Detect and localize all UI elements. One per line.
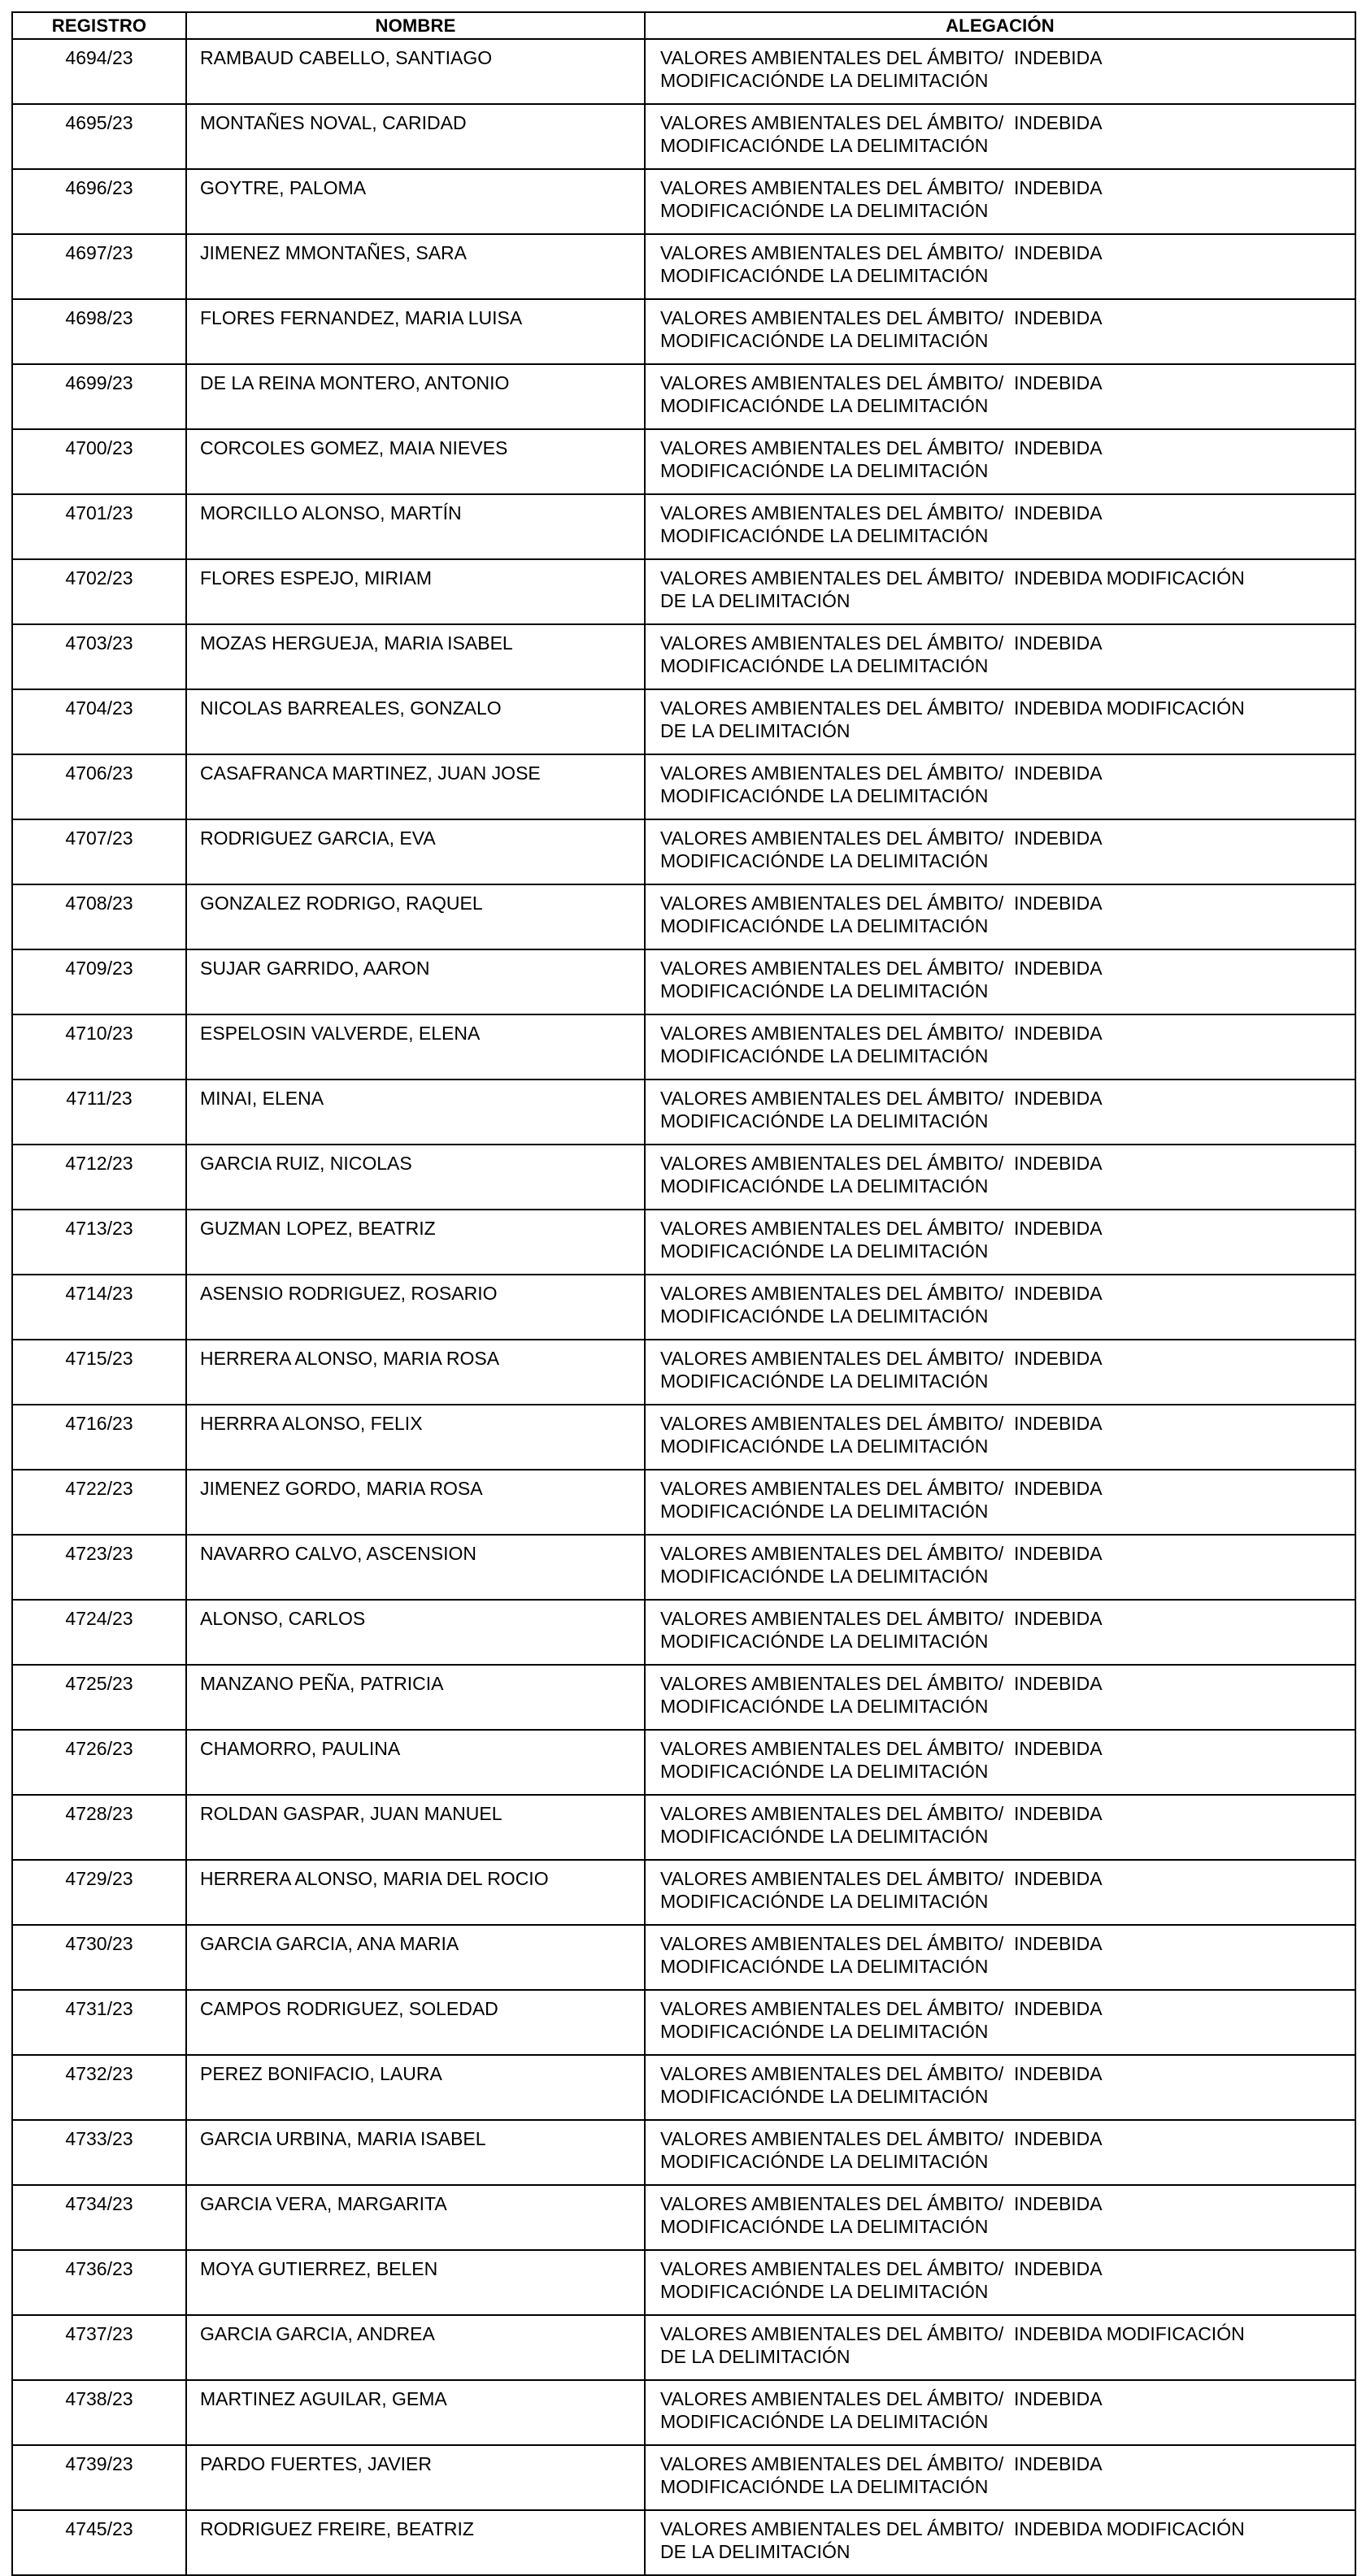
- nombre-cell: MONTAÑES NOVAL, CARIDAD: [186, 104, 645, 169]
- alegacion-cell: [645, 754, 1355, 819]
- nombre-cell: RODRIGUEZ FREIRE, BEATRIZ: [186, 2510, 645, 2575]
- registro-cell: 4697/23: [12, 234, 186, 299]
- registro-cell: 4728/23: [12, 1795, 186, 1860]
- alegacion-line-1: VALORES AMBIENTALES DEL ÁMBITO/ INDEBIDA: [660, 2193, 1103, 2214]
- alegacion-line-2: MODIFICACIÓNDE LA DELIMITACIÓN: [660, 70, 989, 91]
- alegacion-line-2: DE LA DELIMITACIÓN: [660, 2346, 850, 2367]
- alegacion-cell: [645, 429, 1355, 494]
- table-row: [12, 1079, 1355, 1145]
- column-header-nombre: NOMBRE: [186, 12, 645, 39]
- alegacion-line-1: VALORES AMBIENTALES DEL ÁMBITO/ INDEBIDA: [660, 1478, 1103, 1499]
- nombre-cell: JIMENEZ GORDO, MARIA ROSA: [186, 1470, 645, 1535]
- alegacion-line-1: VALORES AMBIENTALES DEL ÁMBITO/ INDEBIDA MODIFICACIÓN: [660, 697, 1245, 719]
- registro-cell: 4704/23: [12, 689, 186, 754]
- alegacion-line-2: MODIFICACIÓNDE LA DELIMITACIÓN: [660, 1110, 989, 1132]
- alegacion-line-1: VALORES AMBIENTALES DEL ÁMBITO/ INDEBIDA: [660, 242, 1103, 263]
- registro-cell: 4712/23: [12, 1145, 186, 1210]
- alegacion-line-1: VALORES AMBIENTALES DEL ÁMBITO/ INDEBIDA: [660, 1348, 1103, 1369]
- registro-cell: 4739/23: [12, 2445, 186, 2510]
- table-row: [12, 429, 1355, 494]
- alegacion-line-2: MODIFICACIÓNDE LA DELIMITACIÓN: [660, 980, 989, 1001]
- nombre-cell: MANZANO PEÑA, PATRICIA: [186, 1665, 645, 1730]
- nombre-cell: FLORES ESPEJO, MIRIAM: [186, 559, 645, 624]
- registro-cell: 4723/23: [12, 1535, 186, 1600]
- alegacion-line-1: VALORES AMBIENTALES DEL ÁMBITO/ INDEBIDA: [660, 762, 1103, 784]
- table-row: [12, 2445, 1355, 2510]
- alegacion-line-1: VALORES AMBIENTALES DEL ÁMBITO/ INDEBIDA: [660, 1153, 1103, 1174]
- table-row: [12, 559, 1355, 624]
- registro-cell: 4715/23: [12, 1340, 186, 1405]
- table-row: [12, 104, 1355, 169]
- alegacion-line-2: MODIFICACIÓNDE LA DELIMITACIÓN: [660, 1240, 989, 1262]
- nombre-cell: MINAI, ELENA: [186, 1079, 645, 1145]
- alegacion-line-1: VALORES AMBIENTALES DEL ÁMBITO/ INDEBIDA MODIFICACIÓN: [660, 2323, 1245, 2344]
- alegacion-line-2: MODIFICACIÓNDE LA DELIMITACIÓN: [660, 1566, 989, 1587]
- alegacion-line-2: MODIFICACIÓNDE LA DELIMITACIÓN: [660, 395, 989, 416]
- column-header-alegacion: ALEGACIÓN: [645, 12, 1355, 39]
- alegacion-cell: [645, 624, 1355, 689]
- alegacion-line-1: VALORES AMBIENTALES DEL ÁMBITO/ INDEBIDA: [660, 372, 1103, 393]
- alegacion-line-2: MODIFICACIÓNDE LA DELIMITACIÓN: [660, 1631, 989, 1652]
- alegacion-cell: [645, 2120, 1355, 2185]
- alegacion-line-1: VALORES AMBIENTALES DEL ÁMBITO/ INDEBIDA: [660, 632, 1103, 654]
- allegations-table: [11, 11, 1356, 2576]
- alegacion-line-2: MODIFICACIÓNDE LA DELIMITACIÓN: [660, 330, 989, 351]
- nombre-cell: MORCILLO ALONSO, MARTÍN: [186, 494, 645, 559]
- registro-cell: 4699/23: [12, 364, 186, 429]
- alegacion-cell: [645, 2380, 1355, 2445]
- table-row: [12, 1600, 1355, 1665]
- table-row: [12, 754, 1355, 819]
- alegacion-line-1: VALORES AMBIENTALES DEL ÁMBITO/ INDEBIDA: [660, 1023, 1103, 1044]
- alegacion-line-2: MODIFICACIÓNDE LA DELIMITACIÓN: [660, 2281, 989, 2302]
- table-body: [12, 39, 1355, 2575]
- nombre-cell: RAMBAUD CABELLO, SANTIAGO: [186, 39, 645, 104]
- registro-cell: 4711/23: [12, 1079, 186, 1145]
- column-header-registro: REGISTRO: [12, 12, 186, 39]
- alegacion-line-1: VALORES AMBIENTALES DEL ÁMBITO/ INDEBIDA: [660, 1413, 1103, 1434]
- nombre-cell: PEREZ BONIFACIO, LAURA: [186, 2055, 645, 2120]
- table-row: [12, 1340, 1355, 1405]
- alegacion-line-2: DE LA DELIMITACIÓN: [660, 720, 850, 741]
- alegacion-cell: [645, 104, 1355, 169]
- alegacion-cell: [645, 2315, 1355, 2380]
- alegacion-line-2: MODIFICACIÓNDE LA DELIMITACIÓN: [660, 1371, 989, 1392]
- table-row: [12, 1730, 1355, 1795]
- alegacion-line-2: MODIFICACIÓNDE LA DELIMITACIÓN: [660, 2411, 989, 2432]
- registro-cell: 4722/23: [12, 1470, 186, 1535]
- alegacion-line-2: MODIFICACIÓNDE LA DELIMITACIÓN: [660, 1826, 989, 1847]
- table-row: [12, 1990, 1355, 2055]
- nombre-cell: SUJAR GARRIDO, AARON: [186, 949, 645, 1014]
- registro-cell: 4703/23: [12, 624, 186, 689]
- alegacion-line-1: VALORES AMBIENTALES DEL ÁMBITO/ INDEBIDA: [660, 2453, 1103, 2474]
- alegacion-line-1: VALORES AMBIENTALES DEL ÁMBITO/ INDEBIDA: [660, 828, 1103, 849]
- nombre-cell: RODRIGUEZ GARCIA, EVA: [186, 819, 645, 884]
- nombre-cell: PARDO FUERTES, JAVIER: [186, 2445, 645, 2510]
- nombre-cell: MOZAS HERGUEJA, MARIA ISABEL: [186, 624, 645, 689]
- alegacion-line-1: VALORES AMBIENTALES DEL ÁMBITO/ INDEBIDA: [660, 1933, 1103, 1954]
- table-row: [12, 364, 1355, 429]
- nombre-cell: GARCIA RUIZ, NICOLAS: [186, 1145, 645, 1210]
- alegacion-line-2: MODIFICACIÓNDE LA DELIMITACIÓN: [660, 525, 989, 546]
- alegacion-cell: [645, 2055, 1355, 2120]
- registro-cell: 4714/23: [12, 1275, 186, 1340]
- alegacion-cell: [645, 299, 1355, 364]
- alegacion-cell: [645, 1210, 1355, 1275]
- registro-cell: 4733/23: [12, 2120, 186, 2185]
- table-row: [12, 2510, 1355, 2575]
- registro-cell: 4709/23: [12, 949, 186, 1014]
- alegacion-cell: [645, 1340, 1355, 1405]
- registro-cell: 4713/23: [12, 1210, 186, 1275]
- alegacion-cell: [645, 1860, 1355, 1925]
- alegacion-cell: [645, 2445, 1355, 2510]
- alegacion-cell: [645, 2185, 1355, 2250]
- alegacion-line-1: VALORES AMBIENTALES DEL ÁMBITO/ INDEBIDA MODIFICACIÓN: [660, 2518, 1245, 2539]
- alegacion-line-1: VALORES AMBIENTALES DEL ÁMBITO/ INDEBIDA: [660, 1088, 1103, 1109]
- table-row: [12, 494, 1355, 559]
- nombre-cell: GARCIA GARCIA, ANDREA: [186, 2315, 645, 2380]
- registro-cell: 4734/23: [12, 2185, 186, 2250]
- registro-cell: 4725/23: [12, 1665, 186, 1730]
- document-page: [11, 11, 1355, 2576]
- nombre-cell: GARCIA URBINA, MARIA ISABEL: [186, 2120, 645, 2185]
- registro-cell: 4726/23: [12, 1730, 186, 1795]
- table-row: [12, 2185, 1355, 2250]
- alegacion-line-2: MODIFICACIÓNDE LA DELIMITACIÓN: [660, 2151, 989, 2172]
- alegacion-cell: [645, 494, 1355, 559]
- alegacion-line-1: VALORES AMBIENTALES DEL ÁMBITO/ INDEBIDA: [660, 47, 1103, 68]
- alegacion-line-1: VALORES AMBIENTALES DEL ÁMBITO/ INDEBIDA: [660, 1998, 1103, 2019]
- registro-cell: 4732/23: [12, 2055, 186, 2120]
- alegacion-line-2: MODIFICACIÓNDE LA DELIMITACIÓN: [660, 1175, 989, 1197]
- alegacion-line-2: MODIFICACIÓNDE LA DELIMITACIÓN: [660, 1501, 989, 1522]
- nombre-cell: CHAMORRO, PAULINA: [186, 1730, 645, 1795]
- alegacion-line-2: MODIFICACIÓNDE LA DELIMITACIÓN: [660, 1956, 989, 1977]
- registro-cell: 4745/23: [12, 2510, 186, 2575]
- table-row: [12, 1210, 1355, 1275]
- table-row: [12, 2055, 1355, 2120]
- table-row: [12, 2250, 1355, 2315]
- nombre-cell: DE LA REINA MONTERO, ANTONIO: [186, 364, 645, 429]
- table-row: [12, 949, 1355, 1014]
- alegacion-line-2: MODIFICACIÓNDE LA DELIMITACIÓN: [660, 2216, 989, 2237]
- table-row: [12, 2315, 1355, 2380]
- nombre-cell: GARCIA GARCIA, ANA MARIA: [186, 1925, 645, 1990]
- nombre-cell: GUZMAN LOPEZ, BEATRIZ: [186, 1210, 645, 1275]
- nombre-cell: MOYA GUTIERREZ, BELEN: [186, 2250, 645, 2315]
- nombre-cell: MARTINEZ AGUILAR, GEMA: [186, 2380, 645, 2445]
- nombre-cell: ROLDAN GASPAR, JUAN MANUEL: [186, 1795, 645, 1860]
- alegacion-cell: [645, 1795, 1355, 1860]
- registro-cell: 4708/23: [12, 884, 186, 949]
- nombre-cell: HERRERA ALONSO, MARIA ROSA: [186, 1340, 645, 1405]
- table-row: [12, 1275, 1355, 1340]
- alegacion-cell: [645, 1275, 1355, 1340]
- nombre-cell: NICOLAS BARREALES, GONZALO: [186, 689, 645, 754]
- nombre-cell: HERRERA ALONSO, MARIA DEL ROCIO: [186, 1860, 645, 1925]
- registro-cell: 4700/23: [12, 429, 186, 494]
- table-row: [12, 624, 1355, 689]
- alegacion-line-1: VALORES AMBIENTALES DEL ÁMBITO/ INDEBIDA MODIFICACIÓN: [660, 567, 1245, 589]
- alegacion-line-2: MODIFICACIÓNDE LA DELIMITACIÓN: [660, 1305, 989, 1327]
- nombre-cell: ESPELOSIN VALVERDE, ELENA: [186, 1014, 645, 1079]
- alegacion-line-1: VALORES AMBIENTALES DEL ÁMBITO/ INDEBIDA: [660, 437, 1103, 458]
- table-row: [12, 819, 1355, 884]
- table-header-row: [12, 12, 1355, 39]
- alegacion-line-1: VALORES AMBIENTALES DEL ÁMBITO/ INDEBIDA: [660, 1543, 1103, 1564]
- registro-cell: 4738/23: [12, 2380, 186, 2445]
- table-row: [12, 1535, 1355, 1600]
- nombre-cell: GONZALEZ RODRIGO, RAQUEL: [186, 884, 645, 949]
- alegacion-line-1: VALORES AMBIENTALES DEL ÁMBITO/ INDEBIDA: [660, 502, 1103, 523]
- alegacion-line-1: VALORES AMBIENTALES DEL ÁMBITO/ INDEBIDA: [660, 2258, 1103, 2279]
- alegacion-cell: [645, 1014, 1355, 1079]
- table-row: [12, 1145, 1355, 1210]
- registro-cell: 4702/23: [12, 559, 186, 624]
- alegacion-line-2: MODIFICACIÓNDE LA DELIMITACIÓN: [660, 1761, 989, 1782]
- registro-cell: 4716/23: [12, 1405, 186, 1470]
- table-row: [12, 234, 1355, 299]
- alegacion-cell: [645, 1145, 1355, 1210]
- nombre-cell: CORCOLES GOMEZ, MAIA NIEVES: [186, 429, 645, 494]
- alegacion-line-1: VALORES AMBIENTALES DEL ÁMBITO/ INDEBIDA: [660, 1608, 1103, 1629]
- alegacion-cell: [645, 1535, 1355, 1600]
- registro-cell: 4694/23: [12, 39, 186, 104]
- alegacion-cell: [645, 1730, 1355, 1795]
- alegacion-line-1: VALORES AMBIENTALES DEL ÁMBITO/ INDEBIDA: [660, 2128, 1103, 2149]
- nombre-cell: GOYTRE, PALOMA: [186, 169, 645, 234]
- table-row: [12, 689, 1355, 754]
- nombre-cell: ALONSO, CARLOS: [186, 1600, 645, 1665]
- alegacion-line-2: DE LA DELIMITACIÓN: [660, 2541, 850, 2562]
- table-row: [12, 1470, 1355, 1535]
- alegacion-line-2: MODIFICACIÓNDE LA DELIMITACIÓN: [660, 850, 989, 871]
- alegacion-line-1: VALORES AMBIENTALES DEL ÁMBITO/ INDEBIDA: [660, 1673, 1103, 1694]
- alegacion-line-1: VALORES AMBIENTALES DEL ÁMBITO/ INDEBIDA: [660, 1738, 1103, 1759]
- nombre-cell: NAVARRO CALVO, ASCENSION: [186, 1535, 645, 1600]
- registro-cell: 4737/23: [12, 2315, 186, 2380]
- alegacion-line-2: MODIFICACIÓNDE LA DELIMITACIÓN: [660, 265, 989, 286]
- alegacion-line-1: VALORES AMBIENTALES DEL ÁMBITO/ INDEBIDA: [660, 893, 1103, 914]
- table-row: [12, 2120, 1355, 2185]
- alegacion-line-2: MODIFICACIÓNDE LA DELIMITACIÓN: [660, 200, 989, 221]
- alegacion-line-2: MODIFICACIÓNDE LA DELIMITACIÓN: [660, 135, 989, 156]
- registro-cell: 4707/23: [12, 819, 186, 884]
- table-row: [12, 169, 1355, 234]
- registro-cell: 4730/23: [12, 1925, 186, 1990]
- alegacion-cell: [645, 884, 1355, 949]
- alegacion-cell: [645, 1079, 1355, 1145]
- nombre-cell: CASAFRANCA MARTINEZ, JUAN JOSE: [186, 754, 645, 819]
- alegacion-line-1: VALORES AMBIENTALES DEL ÁMBITO/ INDEBIDA: [660, 1283, 1103, 1304]
- alegacion-line-2: MODIFICACIÓNDE LA DELIMITACIÓN: [660, 1891, 989, 1912]
- alegacion-cell: [645, 559, 1355, 624]
- table-row: [12, 1405, 1355, 1470]
- alegacion-cell: [645, 2250, 1355, 2315]
- table-row: [12, 2380, 1355, 2445]
- alegacion-line-2: MODIFICACIÓNDE LA DELIMITACIÓN: [660, 915, 989, 936]
- alegacion-line-1: VALORES AMBIENTALES DEL ÁMBITO/ INDEBIDA: [660, 1868, 1103, 1889]
- registro-cell: 4710/23: [12, 1014, 186, 1079]
- alegacion-line-1: VALORES AMBIENTALES DEL ÁMBITO/ INDEBIDA: [660, 1218, 1103, 1239]
- alegacion-line-2: DE LA DELIMITACIÓN: [660, 590, 850, 611]
- alegacion-cell: [645, 39, 1355, 104]
- alegacion-cell: [645, 1665, 1355, 1730]
- table-row: [12, 1925, 1355, 1990]
- alegacion-line-2: MODIFICACIÓNDE LA DELIMITACIÓN: [660, 2086, 989, 2107]
- alegacion-line-2: MODIFICACIÓNDE LA DELIMITACIÓN: [660, 460, 989, 481]
- alegacion-line-2: MODIFICACIÓNDE LA DELIMITACIÓN: [660, 1436, 989, 1457]
- registro-cell: 4724/23: [12, 1600, 186, 1665]
- table-row: [12, 1665, 1355, 1730]
- alegacion-line-1: VALORES AMBIENTALES DEL ÁMBITO/ INDEBIDA: [660, 2063, 1103, 2084]
- alegacion-cell: [645, 819, 1355, 884]
- alegacion-line-1: VALORES AMBIENTALES DEL ÁMBITO/ INDEBIDA: [660, 2388, 1103, 2409]
- alegacion-line-2: MODIFICACIÓNDE LA DELIMITACIÓN: [660, 1696, 989, 1717]
- table-row: [12, 884, 1355, 949]
- alegacion-cell: [645, 169, 1355, 234]
- registro-cell: 4736/23: [12, 2250, 186, 2315]
- alegacion-line-1: VALORES AMBIENTALES DEL ÁMBITO/ INDEBIDA: [660, 307, 1103, 328]
- alegacion-cell: [645, 2510, 1355, 2575]
- table-row: [12, 1795, 1355, 1860]
- alegacion-line-1: VALORES AMBIENTALES DEL ÁMBITO/ INDEBIDA: [660, 1803, 1103, 1824]
- nombre-cell: FLORES FERNANDEZ, MARIA LUISA: [186, 299, 645, 364]
- alegacion-cell: [645, 949, 1355, 1014]
- nombre-cell: ASENSIO RODRIGUEZ, ROSARIO: [186, 1275, 645, 1340]
- registro-cell: 4695/23: [12, 104, 186, 169]
- table-row: [12, 39, 1355, 104]
- alegacion-line-2: MODIFICACIÓNDE LA DELIMITACIÓN: [660, 785, 989, 806]
- alegacion-cell: [645, 1925, 1355, 1990]
- table-row: [12, 299, 1355, 364]
- table-row: [12, 1860, 1355, 1925]
- alegacion-cell: [645, 1990, 1355, 2055]
- alegacion-line-2: MODIFICACIÓNDE LA DELIMITACIÓN: [660, 2476, 989, 2497]
- alegacion-cell: [645, 1470, 1355, 1535]
- registro-cell: 4731/23: [12, 1990, 186, 2055]
- alegacion-line-1: VALORES AMBIENTALES DEL ÁMBITO/ INDEBIDA: [660, 177, 1103, 198]
- table-row: [12, 1014, 1355, 1079]
- alegacion-line-2: MODIFICACIÓNDE LA DELIMITACIÓN: [660, 1045, 989, 1066]
- alegacion-cell: [645, 234, 1355, 299]
- nombre-cell: GARCIA VERA, MARGARITA: [186, 2185, 645, 2250]
- alegacion-line-1: VALORES AMBIENTALES DEL ÁMBITO/ INDEBIDA: [660, 112, 1103, 133]
- alegacion-cell: [645, 689, 1355, 754]
- nombre-cell: HERRRA ALONSO, FELIX: [186, 1405, 645, 1470]
- alegacion-cell: [645, 364, 1355, 429]
- registro-cell: 4701/23: [12, 494, 186, 559]
- alegacion-line-1: VALORES AMBIENTALES DEL ÁMBITO/ INDEBIDA: [660, 958, 1103, 979]
- nombre-cell: CAMPOS RODRIGUEZ, SOLEDAD: [186, 1990, 645, 2055]
- registro-cell: 4698/23: [12, 299, 186, 364]
- registro-cell: 4706/23: [12, 754, 186, 819]
- alegacion-line-2: MODIFICACIÓNDE LA DELIMITACIÓN: [660, 655, 989, 676]
- registro-cell: 4696/23: [12, 169, 186, 234]
- alegacion-cell: [645, 1600, 1355, 1665]
- nombre-cell: JIMENEZ MMONTAÑES, SARA: [186, 234, 645, 299]
- alegacion-cell: [645, 1405, 1355, 1470]
- alegacion-line-2: MODIFICACIÓNDE LA DELIMITACIÓN: [660, 2021, 989, 2042]
- registro-cell: 4729/23: [12, 1860, 186, 1925]
